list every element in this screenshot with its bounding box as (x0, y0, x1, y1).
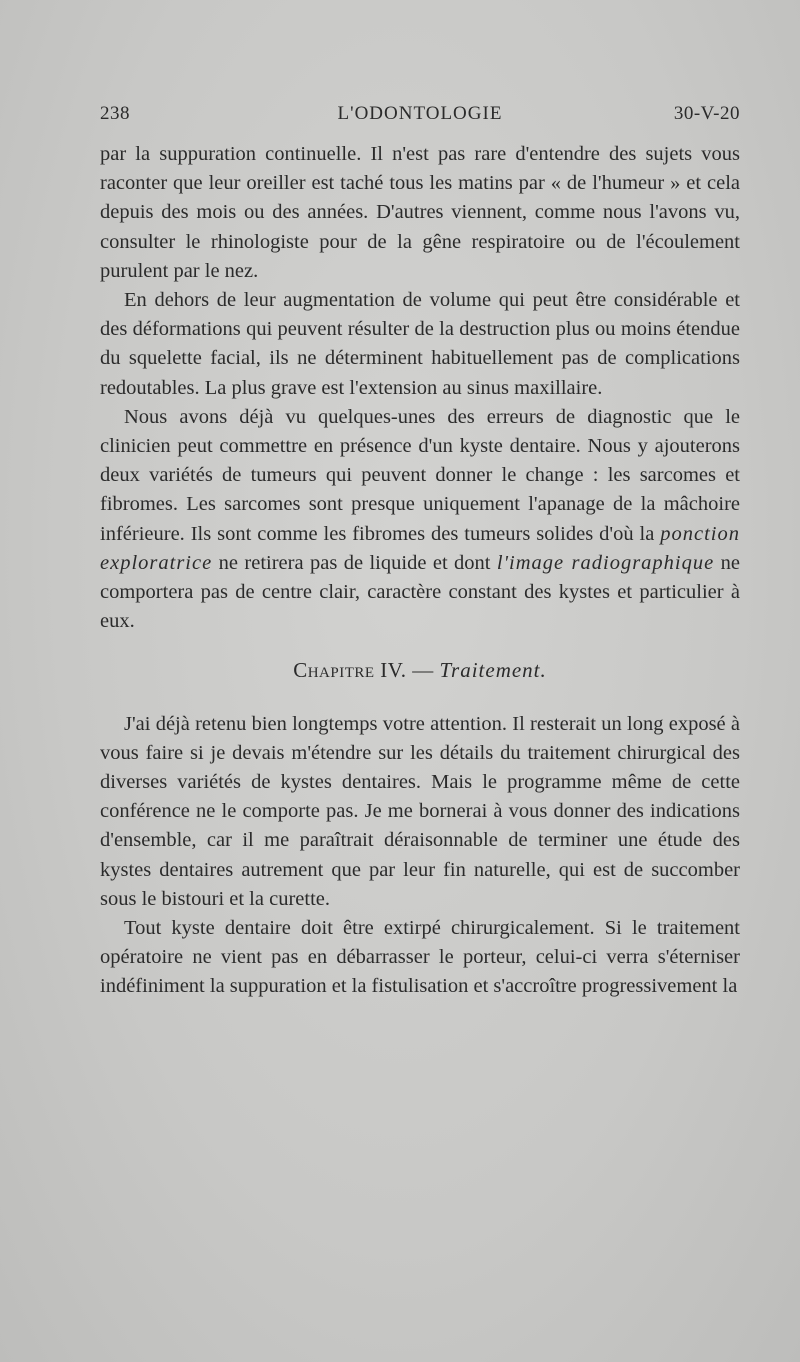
chapter-dash: — (406, 658, 440, 683)
chapter-heading (100, 656, 740, 685)
chapter-label: Chapitre IV. (293, 658, 407, 683)
paragraph-5: Tout kyste dentaire doit être extirpé chirurgicalement. Si le traitement opératoire ne vient pas en débarrasser le porteur, celui-ci verra s'éterniser indéfiniment la suppuration et la fistulisation et s'accroître progressivement la (100, 917, 740, 998)
paragraph-4: J'ai déjà retenu bien longtemps votre attention. Il resterait un long exposé à vous faire si je devais m'étendre sur les détails du traitement chirurgical des diverses variétés de kystes dentaires. Mais le programme même de cette conférence ne le comporte pas. Je me bornerai à vous donner des indications d'ensemble, car il me paraîtrait déraisonnable de terminer une étude des kystes dentaires autrement que par leur fin naturelle, qui est de succomber sous le bistouri et la curette. (100, 712, 740, 910)
paragraph-3 (100, 403, 740, 637)
paragraph-2: En dehors de leur augmentation de volume qui peut être considérable et des déformations qui peuvent résulter de la destruction plus ou moins étendue du squelette facial, ils ne déterminent habituellement pas de complications redoutables. La plus grave est l'extension au sinus maxillaire. (100, 289, 740, 399)
italic-image-radiographique: l'image radiographique (496, 551, 715, 574)
running-title: L'ODONTOLOGIE (337, 103, 503, 124)
page-number: 238 (100, 103, 130, 124)
body-text (100, 140, 740, 1002)
issue-date: 30-V-20 (673, 103, 740, 124)
paragraph-3-part-1: Nous avons déjà vu quelques-unes des erreurs de diagnostic que le clinicien peut commettre en présence d'un kyste dentaire. Nous y ajouterons deux variétés de tumeurs qui peuvent donner le change : les sarcomes et fibromes. Les sarcomes sont presque uniquement l'apanage de la mâchoire inférieure. Ils sont comme les fibromes des tumeurs solides d'où la (100, 405, 740, 545)
paragraph-3-part-3: ne comportera pas de centre clair, caractère constant des kystes et particulier à eux. (100, 551, 740, 633)
paragraph-3-part-2: ne retirera pas de liquide et dont (212, 551, 497, 574)
paragraph-1: par la suppuration continuelle. Il n'est pas rare d'entendre des sujets vous raconter que leur oreiller est taché tous les matins par « de l'humeur » et cela depuis des mois ou des années. D'autres viennent, comme nous l'avons vu, consulter le rhinologiste pour de la gêne respiratoire ou de l'écoulement purulent par le nez. (100, 143, 740, 282)
italic-ponction-exploratrice: ponction exploratrice (100, 522, 740, 574)
running-header (100, 103, 740, 133)
chapter-title: Traitement. (439, 658, 547, 683)
